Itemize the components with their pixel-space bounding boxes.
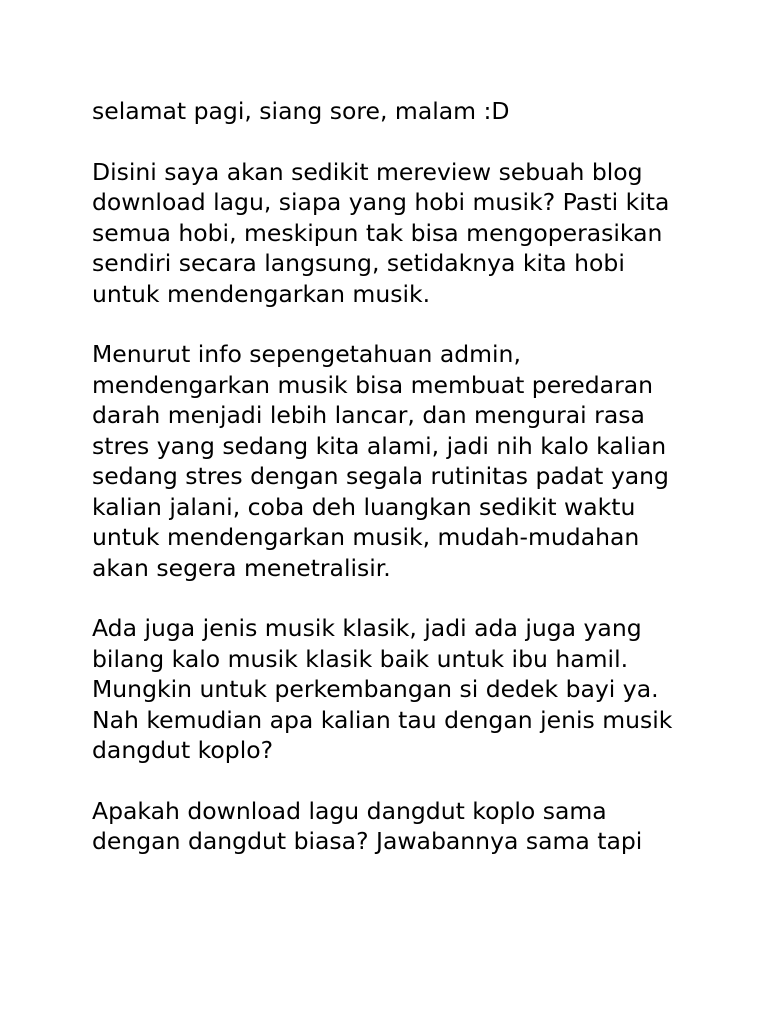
text-line: selamat pagi, siang sore, malam :D — [92, 97, 510, 125]
text-line: sendiri secara langsung, setidaknya kita hobi — [92, 249, 625, 277]
text-line: Menurut info sepengetahuan admin, — [92, 340, 521, 368]
paragraph-classical — [92, 613, 678, 766]
text-line: akan segera menetralisir. — [92, 553, 391, 582]
text-line: Disini saya akan sedikit mereview sebuah blog — [92, 157, 643, 186]
text-line: download lagu, siapa yang hobi musik? Pasti kita — [92, 188, 670, 216]
text-line: Nah kemudian apa kalian tau dengan jenis musik — [92, 705, 673, 734]
text-line: Ada juga jenis musik klasik, jadi ada juga yang — [92, 614, 642, 642]
text-line: semua hobi, meskipun tak bisa mengoperasikan — [92, 218, 663, 247]
paragraph-intro — [92, 157, 678, 310]
text-line: dengan dangdut biasa? Jawabannya sama tapi — [92, 827, 643, 855]
text-line: dangdut koplo? — [92, 736, 274, 764]
text-line: untuk mendengarkan musik. — [92, 279, 431, 308]
paragraph-greeting — [92, 96, 678, 127]
paragraph-dangdut — [92, 796, 678, 857]
text-line: kalian jalani, coba deh luangkan sedikit waktu — [92, 492, 636, 521]
paragraph-benefits — [92, 339, 678, 583]
text-line: mendengarkan musik bisa membuat peredaran — [92, 370, 654, 399]
text-line: Mungkin untuk perkembangan si dedek bayi ya. — [92, 675, 659, 703]
text-line: darah menjadi lebih lancar, dan mengurai rasa — [92, 401, 645, 429]
text-line: Apakah download lagu dangdut koplo sama — [92, 796, 607, 825]
text-line: bilang kalo musik klasik baik untuk ibu hamil. — [92, 644, 629, 673]
text-line: sedang stres dengan segala rutinitas padat yang — [92, 462, 669, 490]
text-line: untuk mendengarkan musik, mudah-mudahan — [92, 523, 640, 551]
text-line: stres yang sedang kita alami, jadi nih kalo kalian — [92, 431, 667, 460]
